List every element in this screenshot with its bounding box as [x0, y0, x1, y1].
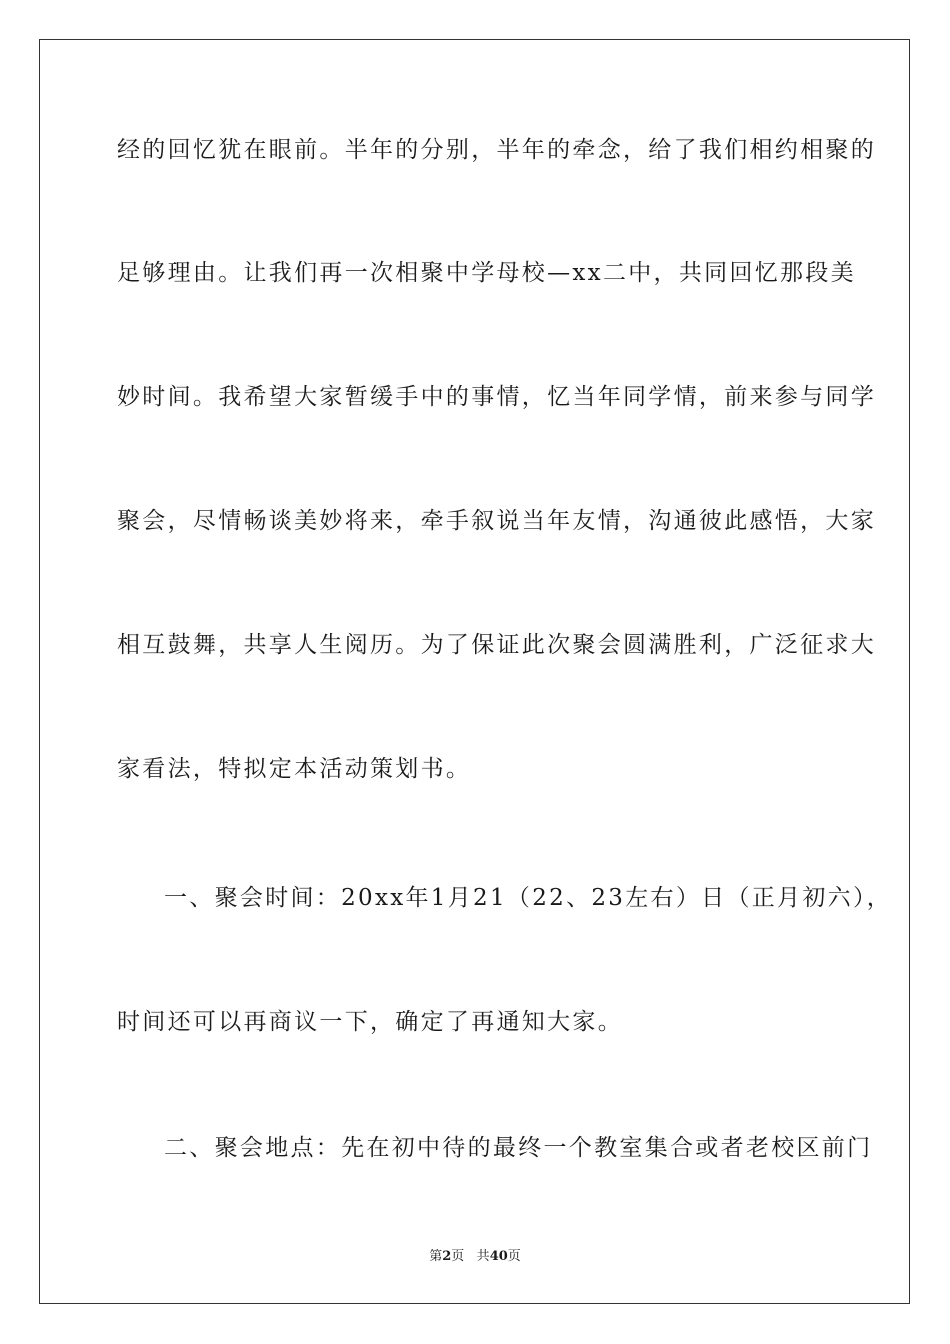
- body-line-1: 经的回忆犹在眼前。半年的分别，半年的牵念，给了我们相约相聚的: [117, 137, 876, 163]
- page-number: 2: [442, 1249, 452, 1264]
- total-suffix: 页: [507, 1249, 521, 1264]
- body-line-6: 家看法，特拟定本活动策划书。: [117, 756, 472, 782]
- body-line-8: 时间还可以再商议一下，确定了再通知大家。: [117, 1009, 623, 1035]
- section-2-heading: 二、聚会地点：先在初中待的最终一个教室集合或者老校区前门: [164, 1135, 873, 1161]
- page-prefix: 第: [429, 1249, 443, 1264]
- total-pages: 40: [489, 1249, 508, 1264]
- body-line-5: 相互鼓舞，共享人生阅历。为了保证此次聚会圆满胜利，广泛征求大: [117, 632, 876, 658]
- body-line-2: 足够理由。让我们再一次相聚中学母校—xx二中，共同回忆那段美: [117, 260, 856, 286]
- page-suffix: 页: [451, 1249, 465, 1264]
- page-footer: [0, 1249, 950, 1265]
- total-prefix: 共: [476, 1249, 490, 1264]
- page-border: [39, 39, 910, 1304]
- body-line-3: 妙时间。我希望大家暂缓手中的事情，忆当年同学情，前来参与同学: [117, 384, 876, 410]
- section-1-heading: 一、聚会时间：20xx年1月21（22、23左右）日（正月初六），: [164, 885, 893, 911]
- footer-gap: [464, 1249, 476, 1264]
- body-line-4: 聚会，尽情畅谈美妙将来，牵手叙说当年友情，沟通彼此感悟，大家: [117, 508, 876, 534]
